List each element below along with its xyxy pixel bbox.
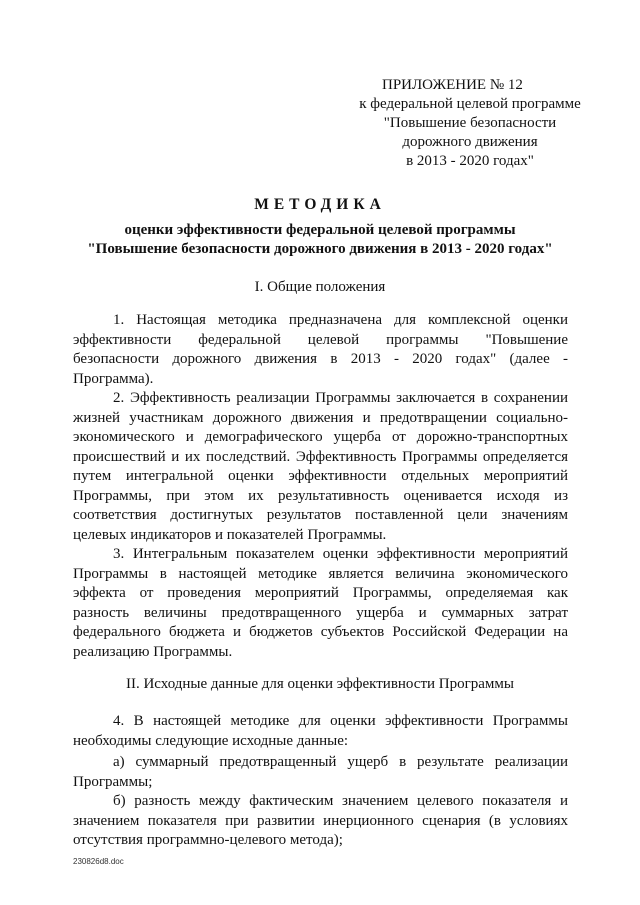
text-line: отсутствия программно-целевого метода); — [73, 832, 343, 848]
text-line: путем интегральной оценки эффективности отдельных мероприятий — [73, 468, 568, 484]
text-line: Программа). — [73, 370, 154, 387]
file-name-footer: 230826d8.doc — [73, 857, 124, 866]
text-line: 3. Интегральным показателем оценки эффективности мероприятий — [113, 546, 568, 562]
text-line: эффекта от проведения мероприятий Программы, определяемая как — [73, 585, 568, 601]
paragraph-1 — [73, 311, 568, 389]
section-heading-general: I. Общие положения — [254, 279, 386, 295]
paragraph-3 — [73, 545, 568, 662]
text-line: 1. Настоящая методика предназначена для комплексной оценки — [113, 312, 568, 328]
text-line: разность величины предотвращенного ущерба и суммарных затрат — [73, 604, 568, 621]
text-line: реализацию Программы. — [73, 643, 233, 660]
paragraph-2 — [73, 389, 568, 545]
text-line: федерального бюджета и бюджетов субъектов Российской Федерации на — [73, 624, 568, 640]
subtitle-line: оценки эффективности федеральной целевой программы — [124, 222, 516, 238]
text-line: соответствия достигнутых результатов поставленной цели значениям — [73, 507, 568, 523]
text-line: необходимы следующие исходные данные: — [73, 732, 349, 749]
appendix-header — [320, 76, 620, 171]
appendix-line: "Повышение безопасности — [383, 115, 557, 131]
text-line: эффективности федеральной целевой программы "Повышение — [73, 331, 568, 348]
text-line: целевых индикаторов и показателей Программы. — [73, 526, 387, 543]
appendix-number: ПРИЛОЖЕНИЕ № 12 — [382, 77, 523, 93]
text-line: 4. В настоящей методике для оценки эффективности Программы — [113, 713, 568, 729]
text-line: Программы, при этом их результативность оценивается исходя из — [73, 487, 568, 504]
text-line: жизней участникам дорожного движения и предотвращении социально- — [73, 409, 568, 426]
paragraph-item-b — [73, 792, 568, 851]
document-subtitle — [40, 221, 600, 259]
text-line: безопасности дорожного движения в 2013 - 2020 годах" (далее - — [73, 351, 568, 367]
text-line: значением показателя при развитии инерционного сценария (в условиях — [73, 812, 568, 829]
appendix-line: к федеральной целевой программе — [359, 96, 581, 112]
text-line: 2. Эффективность реализации Программы заключается в сохранении — [113, 390, 568, 406]
paragraph-item-a — [73, 753, 568, 792]
text-line: а) суммарный предотвращенный ущерб в результате реализации — [113, 754, 568, 770]
text-line: Программы в настоящей методике является величина экономического — [73, 565, 568, 582]
text-line: экономического и демографического ущерба от дорожно-транспортных — [73, 429, 568, 445]
section-heading-input-data: II. Исходные данные для оценки эффективности Программы — [125, 676, 514, 692]
text-line: б) разность между фактическим значением целевого показателя и — [113, 793, 568, 809]
document-title: МЕТОДИКА — [254, 196, 386, 213]
text-line: Программы; — [73, 773, 153, 790]
subtitle-line: "Повышение безопасности дорожного движения в 2013 - 2020 годах" — [87, 241, 553, 257]
text-line: происшествий и их последствий. Эффективность Программы определяется — [73, 448, 568, 465]
appendix-line: в 2013 - 2020 годах" — [406, 153, 534, 169]
paragraph-4 — [73, 712, 568, 751]
appendix-line: дорожного движения — [402, 134, 538, 150]
